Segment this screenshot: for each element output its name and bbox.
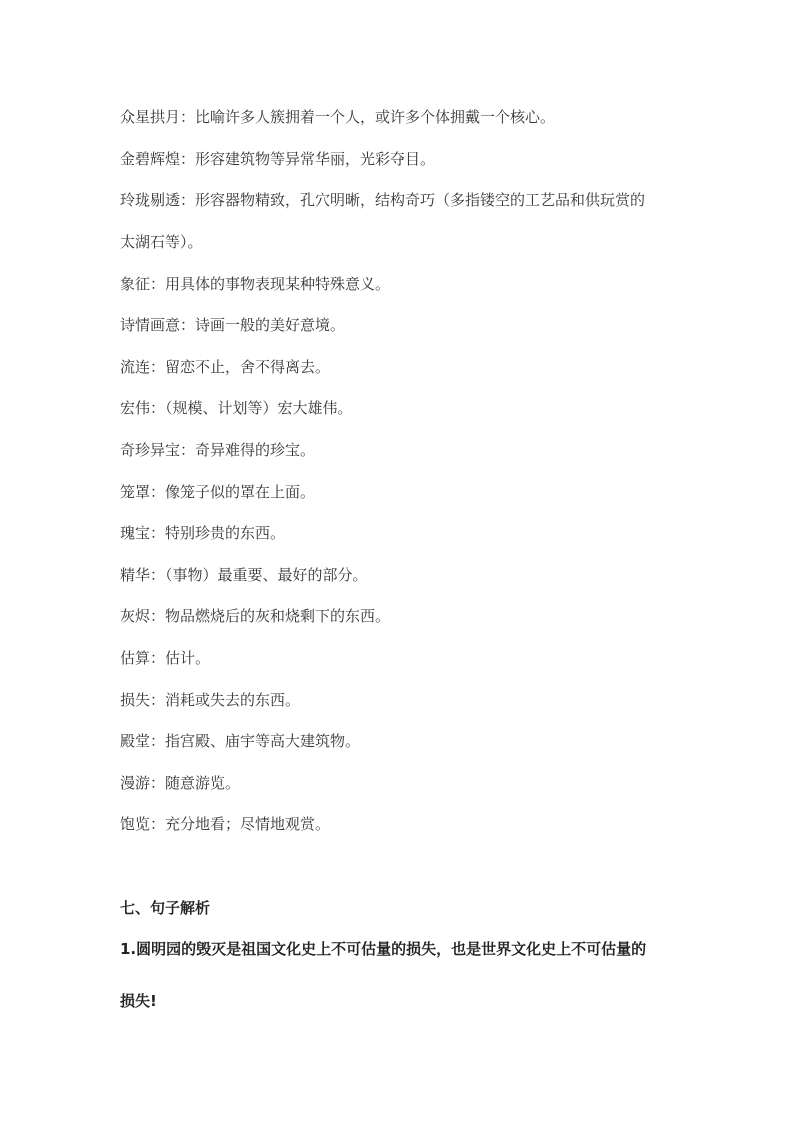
definition-longzhao: 笼罩：像笼子似的罩在上面。 [120, 483, 316, 501]
definition-linglong-titou-line2: 太湖石等）。 [120, 233, 203, 251]
definition-manyou: 漫游：随意游览。 [120, 774, 241, 792]
sentence-analysis-line1: 1.圆明园的毁灭是祖国文化史上不可估量的损失，也是世界文化史上不可估量的 [120, 940, 647, 958]
definition-jinbi-huihuang: 金碧辉煌：形容建筑物等异常华丽，光彩夺目。 [120, 150, 436, 168]
definition-liulian: 流连：留恋不止，舍不得离去。 [120, 358, 331, 376]
sentence-analysis-line2: 损失! [120, 992, 157, 1010]
definition-linglong-titou-line1: 玲珑剔透：形容器物精致，孔穴明晰，结构奇巧（多指镂空的工艺品和供玩赏的 [120, 191, 646, 209]
definition-jinghua: 精华：（事物）最重要、最好的部分。 [120, 566, 368, 584]
definition-baolan: 饱览：充分地看；尽情地观赏。 [120, 815, 331, 833]
definition-huijin: 灰烬：物品燃烧后的灰和烧剩下的东西。 [120, 607, 391, 625]
definition-diantang: 殿堂：指宫殿、庙宇等高大建筑物。 [120, 732, 361, 750]
definition-zhongxing-gongyue: 众星拱月：比喻许多人簇拥着一个人，或许多个体拥戴一个核心。 [120, 108, 556, 126]
definition-guibao: 瑰宝：特别珍贵的东西。 [120, 524, 286, 542]
section-heading: 七、句子解析 [120, 899, 211, 917]
definition-gusuan: 估算：估计。 [120, 649, 211, 667]
definition-qizhen-yibao: 奇珍异宝：奇异难得的珍宝。 [120, 441, 316, 459]
definition-hongwei: 宏伟：（规模、计划等）宏大雄伟。 [120, 399, 353, 417]
definition-shiqing-huayi: 诗情画意：诗画一般的美好意境。 [120, 316, 346, 334]
definition-xiangzheng: 象征：用具体的事物表现某种特殊意义。 [120, 275, 391, 293]
definition-sunshi: 损失：消耗或失去的东西。 [120, 691, 301, 709]
